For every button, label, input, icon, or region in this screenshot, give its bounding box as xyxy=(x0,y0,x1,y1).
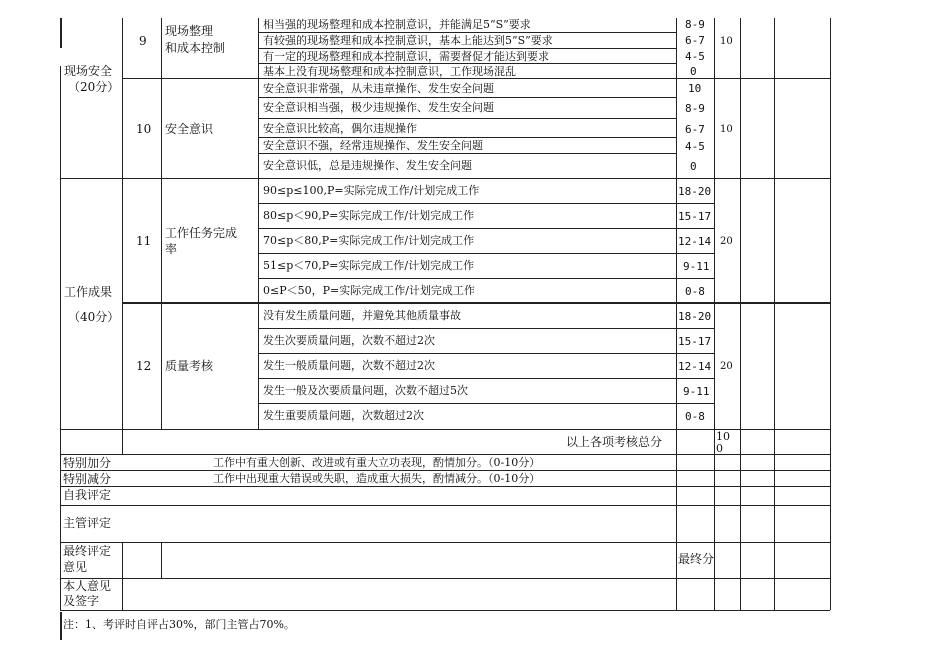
item-name: 质量考核 xyxy=(165,359,214,373)
row-line xyxy=(258,278,714,279)
left-border xyxy=(60,18,62,48)
col-line-criteria xyxy=(258,18,259,430)
col-line-weight xyxy=(714,18,715,610)
item-name: 安全意识 xyxy=(165,122,214,136)
criteria-score: 0 xyxy=(690,65,697,78)
row-line xyxy=(258,328,714,329)
row-line xyxy=(258,97,677,98)
row-line xyxy=(258,48,677,49)
col-line-no xyxy=(122,18,123,430)
criteria-text: 安全意识非常强，从未违章操作、发生安全问题 xyxy=(263,82,494,95)
criteria-text: 安全意识相当强，极少违规操作、发生安全问题 xyxy=(263,101,494,114)
total-label: 以上各项考核总分 xyxy=(566,435,663,449)
criteria-text: 70≤p＜80,P=实际完成工作/计划完成工作 xyxy=(263,234,475,247)
row-line-section xyxy=(60,178,830,179)
left-border xyxy=(60,612,62,640)
total-value: 10 xyxy=(716,430,730,443)
row-line xyxy=(258,253,714,254)
row-line xyxy=(258,378,714,379)
item-weight: 20 xyxy=(720,361,733,372)
row-line-section xyxy=(60,429,830,430)
criteria-score: 6-7 xyxy=(685,123,705,136)
col-line-right xyxy=(830,18,831,610)
special-deduction-text: 工作中出现重大错误或失职，造成重大损失，酌情减分。（0-10分） xyxy=(213,472,541,485)
item-number: 11 xyxy=(136,234,152,248)
row-line xyxy=(60,505,830,506)
footnote: 注：1、考评时自评占30%，部门主管占70%。 xyxy=(63,618,295,631)
col-line-score xyxy=(676,18,677,610)
criteria-score: 9-11 xyxy=(683,260,710,273)
row-line xyxy=(60,454,830,455)
criteria-score: 0-8 xyxy=(685,410,705,423)
row-line xyxy=(258,228,714,229)
special-bonus-text: 工作中有重大创新、改进或有重大立功表现，酌情加分。（0-10分） xyxy=(213,456,541,469)
total-value: 0 xyxy=(716,442,723,454)
criteria-text: 相当强的现场整理和成本控制意识，并能满足5“S”要求 xyxy=(263,18,531,31)
row-line xyxy=(258,403,714,404)
criteria-score: 12-14 xyxy=(678,360,712,373)
item-number: 10 xyxy=(136,122,152,136)
item-number: 12 xyxy=(136,359,152,373)
criteria-text: 有较强的现场整理和成本控制意识，基本上能达到5”S”要求 xyxy=(263,34,553,47)
row-line-item xyxy=(122,78,830,79)
section-work-results-score: （40分） xyxy=(68,310,120,324)
signature-label: 本人意见 xyxy=(63,579,112,593)
col-line-sup xyxy=(774,18,775,610)
section-work-results-name: 工作成果 xyxy=(64,285,113,299)
criteria-text: 安全意识不强，经常违规操作、发生安全问题 xyxy=(263,139,483,152)
row-line xyxy=(60,470,830,471)
criteria-score: 12-14 xyxy=(678,235,712,248)
criteria-score: 9-11 xyxy=(683,385,710,398)
item-weight: 10 xyxy=(720,124,733,135)
criteria-text: 有一定的现场整理和成本控制意识，需要督促才能达到要求 xyxy=(263,50,549,63)
criteria-score: 15-17 xyxy=(678,210,712,223)
criteria-text: 基本上没有现场整理和成本控制意识，工作现场混乱 xyxy=(263,65,516,78)
signature-label: 及签字 xyxy=(63,594,100,608)
row-line xyxy=(258,63,677,64)
row-line xyxy=(258,153,677,154)
col-line-name xyxy=(161,18,162,430)
criteria-score: 4-5 xyxy=(685,50,705,63)
row-line xyxy=(60,542,830,543)
col-line-no xyxy=(122,430,123,454)
item-name: 率 xyxy=(165,242,178,256)
row-line-item xyxy=(122,302,830,304)
item-name: 和成本控制 xyxy=(165,41,226,55)
special-deduction-label: 特别减分 xyxy=(63,472,112,486)
col-line-self xyxy=(740,18,741,610)
col-line-final xyxy=(161,542,162,578)
supervisor-eval-label: 主管评定 xyxy=(63,516,112,530)
final-eval-label: 最终评定 xyxy=(63,544,112,558)
special-bonus-label: 特别加分 xyxy=(63,456,112,470)
criteria-score: 6-7 xyxy=(685,34,705,47)
item-name: 工作任务完成 xyxy=(165,226,238,240)
row-line xyxy=(60,578,830,579)
criteria-text: 安全意识低，总是违规操作、发生安全问题 xyxy=(263,159,472,172)
criteria-text: 51≤p＜70,P=实际完成工作/计划完成工作 xyxy=(263,259,475,272)
criteria-text: 发生一般质量问题，次数不超过2次 xyxy=(263,359,435,372)
row-line xyxy=(258,118,677,119)
row-line xyxy=(60,610,830,611)
item-weight: 20 xyxy=(720,236,733,247)
criteria-text: 发生重要质量问题，次数超过2次 xyxy=(263,409,424,422)
row-line xyxy=(258,32,677,33)
left-border xyxy=(60,66,61,610)
criteria-score: 18-20 xyxy=(678,185,712,198)
criteria-text: 90≤p≤100,P=实际完成工作/计划完成工作 xyxy=(263,184,480,197)
criteria-text: 安全意识比较高，偶尔违规操作 xyxy=(263,122,417,135)
section-site-safety-score: （20分） xyxy=(68,80,120,94)
criteria-text: 80≤p＜90,P=实际完成工作/计划完成工作 xyxy=(263,209,475,222)
criteria-text: 发生一般及次要质量问题，次数不超过5次 xyxy=(263,384,468,397)
criteria-text: 没有发生质量问题，并避免其他质量事故 xyxy=(263,309,461,322)
item-name: 现场整理 xyxy=(165,24,214,38)
criteria-score: 0-8 xyxy=(685,285,705,298)
item-number: 9 xyxy=(139,34,147,48)
col-line-final xyxy=(122,542,123,610)
criteria-text: 发生次要质量问题，次数不超过2次 xyxy=(263,334,435,347)
criteria-score: 0 xyxy=(690,160,697,173)
row-line xyxy=(258,137,677,138)
row-line xyxy=(258,353,714,354)
final-score-label: 最终分 xyxy=(678,552,715,566)
section-site-safety-name: 现场安全 xyxy=(64,64,113,78)
self-eval-label: 自我评定 xyxy=(63,488,112,502)
row-line xyxy=(60,486,830,487)
criteria-score: 4-5 xyxy=(685,140,705,153)
criteria-score: 15-17 xyxy=(678,335,712,348)
final-eval-label: 意见 xyxy=(63,560,88,574)
criteria-score: 10 xyxy=(688,82,702,95)
item-weight: 10 xyxy=(720,36,733,47)
criteria-text: 0≤P＜50，P=实际完成工作/计划完成工作 xyxy=(263,284,475,297)
criteria-score: 8-9 xyxy=(685,102,705,115)
criteria-score: 18-20 xyxy=(678,310,712,323)
row-line xyxy=(258,203,714,204)
criteria-score: 8-9 xyxy=(685,18,705,31)
